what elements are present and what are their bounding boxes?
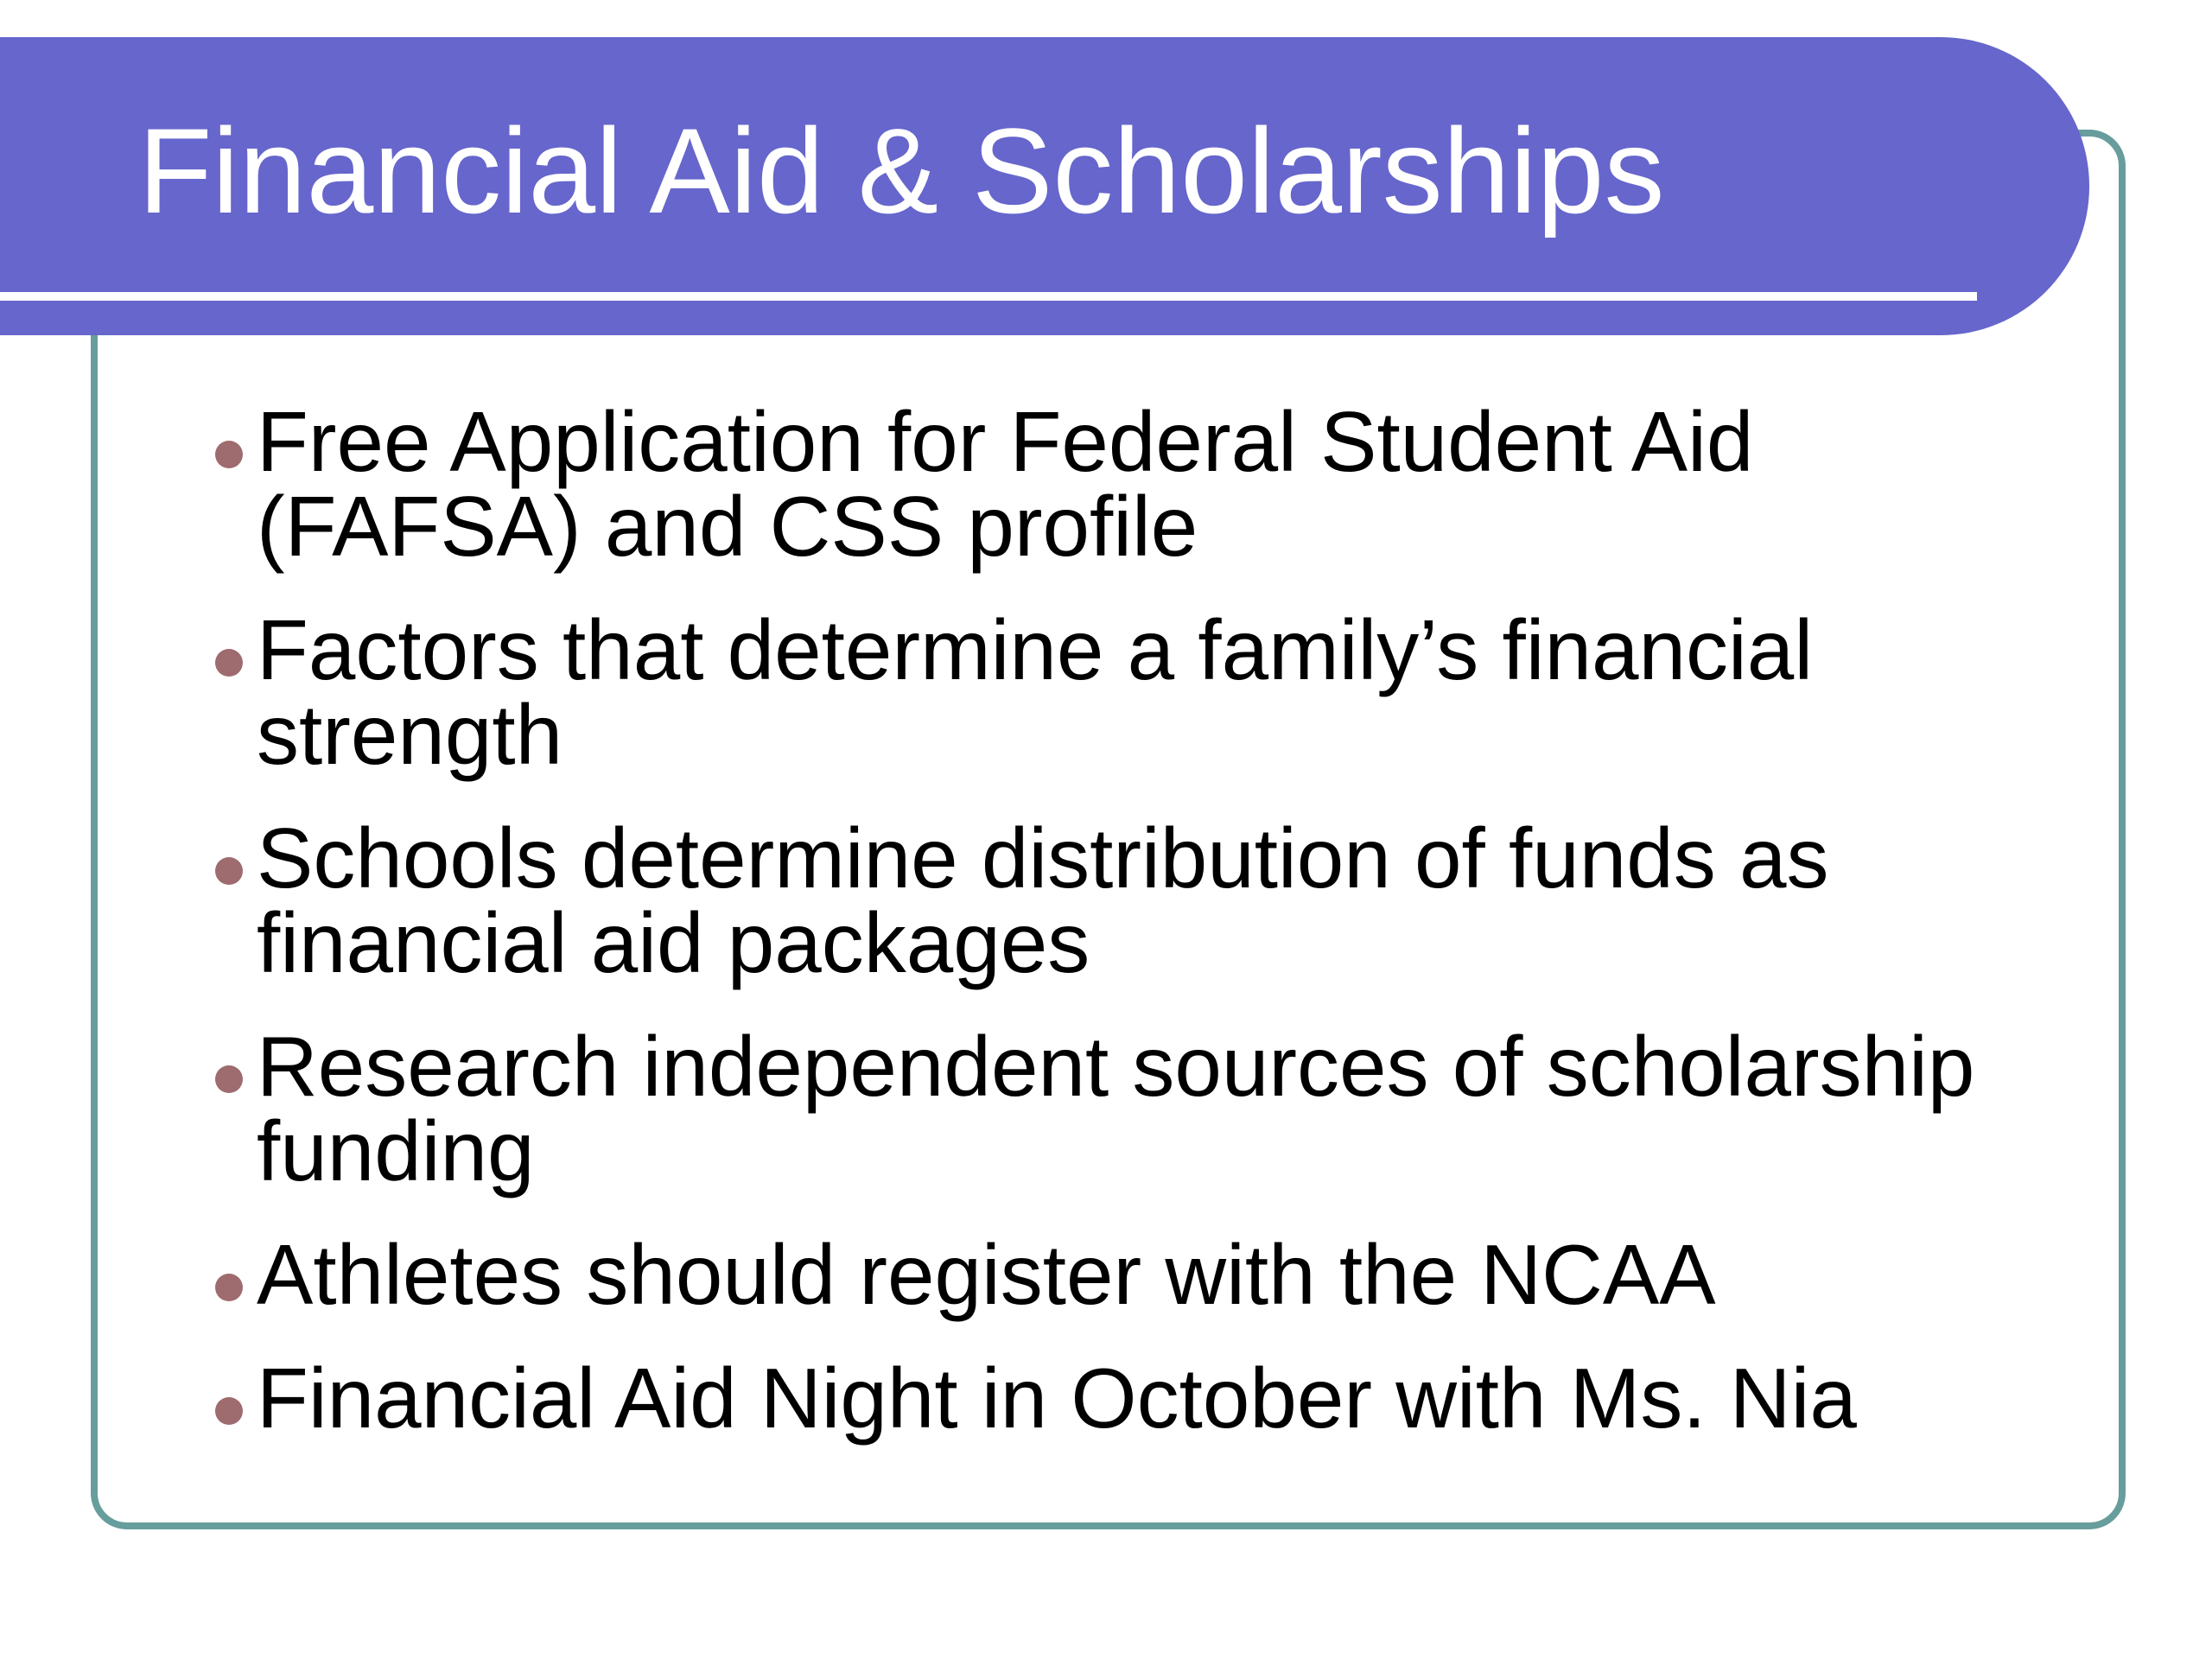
bullet-item	[212, 602, 2061, 782]
bullet-dot-icon	[215, 1397, 243, 1425]
bullet-text: Schools determine distribution of funds as financial aid packages	[257, 810, 1829, 990]
slide-title: Financial Aid & Scholarships	[138, 103, 1665, 238]
bullet-dot-icon	[215, 649, 243, 677]
bullet-item	[212, 1351, 2061, 1446]
bullet-dot-icon	[215, 857, 243, 885]
bullet-text: Factors that determine a family’s financial strength	[257, 602, 1814, 782]
bullet-dot-icon	[215, 1274, 243, 1301]
bullet-item	[212, 1019, 2061, 1198]
bullet-list	[212, 394, 2061, 1479]
bullet-dot-icon	[215, 441, 243, 468]
bullet-text: Financial Aid Night in October with Ms. Nia	[257, 1351, 1857, 1446]
bullet-dot-icon	[215, 1065, 243, 1093]
bullet-text: Athletes should register with the NCAA	[257, 1227, 1716, 1322]
bullet-item	[212, 394, 2061, 574]
bullet-item	[212, 1227, 2061, 1322]
bullet-item	[212, 810, 2061, 990]
bullet-text: Free Application for Federal Student Aid (FAFSA) and CSS profile	[257, 394, 1754, 574]
title-divider-line	[0, 292, 1977, 301]
bullet-text: Research independent sources of scholarship funding	[257, 1019, 1975, 1198]
